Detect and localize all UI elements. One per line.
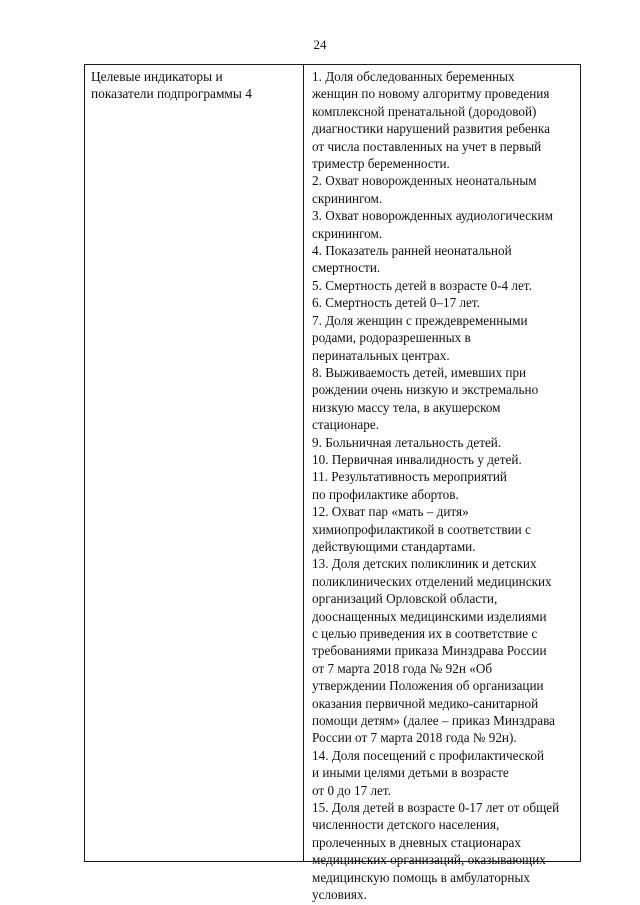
- indicator-line: 3. Охват новорожденных аудиологическим: [312, 208, 553, 224]
- indicator-line: 13. Доля детских поликлиник и детских: [312, 556, 537, 572]
- table-cell-indicators: [304, 65, 580, 903]
- indicator-line: медицинскую помощь в амбулаторных: [312, 869, 530, 885]
- indicator-line: организаций Орловской области,: [312, 591, 498, 607]
- indicator-line: перинатальных центрах.: [312, 347, 450, 363]
- table-cell-heading: [85, 65, 304, 861]
- indicator-line: смертности.: [312, 260, 381, 276]
- indicator-line: оказания первичной медико-санитарной: [312, 695, 539, 711]
- indicator-line: России от 7 марта 2018 года № 92н).: [312, 730, 517, 746]
- indicator-line: пролеченных в дневных стационарах: [312, 834, 521, 850]
- indicator-line: медицинских организаций, оказывающих: [312, 852, 546, 868]
- indicator-line: 11. Результативность мероприятий: [312, 469, 507, 485]
- indicator-line: диагностики нарушений развития ребенка: [312, 121, 550, 137]
- page-number: 24: [313, 37, 327, 52]
- heading-line: Целевые индикаторы и: [91, 69, 223, 84]
- indicator-line: 14. Доля посещений с профилактической: [312, 747, 545, 763]
- indicator-line: 2. Охват новорожденных неонатальным: [312, 173, 537, 189]
- indicator-line: численности детского населения,: [312, 817, 500, 833]
- indicator-line: помощи детям» (далее – приказ Минздрава: [312, 713, 555, 729]
- indicator-line: 8. Выживаемость детей, имевших при: [312, 364, 527, 380]
- indicator-line: 5. Смертность детей в возрасте 0-4 лет.: [312, 277, 532, 293]
- indicator-line: женщин по новому алгоритму проведения: [312, 86, 550, 102]
- heading-line: показатели подпрограммы 4: [91, 86, 252, 101]
- indicator-line: 10. Первичная инвалидность у детей.: [312, 451, 522, 467]
- indicator-line: от числа поставленных на учет в первый: [312, 138, 542, 154]
- indicator-line: 7. Доля женщин с преждевременными: [312, 312, 528, 328]
- indicator-line: низкую массу тела, в акушерском: [312, 399, 501, 415]
- indicator-line: 9. Больничная летальность детей.: [312, 434, 502, 450]
- indicator-line: скринингом.: [312, 190, 383, 206]
- indicator-line: действующими стандартами.: [312, 538, 476, 554]
- indicator-line: 12. Охват пар «мать – дитя»: [312, 504, 469, 520]
- indicator-line: триместр беременности.: [312, 156, 450, 172]
- indicator-line: дооснащенных медицинскими изделиями: [312, 608, 547, 624]
- indicator-line: поликлинических отделений медицинских: [312, 573, 552, 589]
- indicator-line: по профилактике абортов.: [312, 486, 459, 502]
- indicator-line: комплексной пренатальной (дородовой): [312, 103, 537, 119]
- indicator-line: химиопрофилактикой в соответствии с: [312, 521, 531, 537]
- indicator-line: от 0 до 17 лет.: [312, 782, 391, 798]
- indicator-line: и иными целями детьми в возрасте: [312, 765, 509, 781]
- indicator-line: 6. Смертность детей 0–17 лет.: [312, 295, 480, 311]
- indicators-table: [84, 64, 581, 903]
- indicator-line: требованиями приказа Минздрава России: [312, 643, 547, 659]
- indicator-line: 15. Доля детей в возрасте 0-17 лет от общей: [312, 800, 560, 816]
- indicator-line: родами, родоразрешенных в: [312, 330, 471, 346]
- indicator-line: с целью приведения их в соответствие с: [312, 626, 538, 641]
- indicator-line: стационаре.: [312, 417, 379, 433]
- indicator-line: от 7 марта 2018 года № 92н «Об: [312, 660, 493, 676]
- indicator-line: рождении очень низкую и экстремально: [312, 382, 539, 398]
- indicator-line: условиях.: [312, 887, 367, 903]
- indicator-line: скринингом.: [312, 225, 383, 241]
- indicator-line: утверждении Положения об организации: [312, 678, 544, 694]
- indicator-line: 4. Показатель ранней неонатальной: [312, 243, 512, 259]
- indicator-line: 1. Доля обследованных беременных: [312, 69, 515, 84]
